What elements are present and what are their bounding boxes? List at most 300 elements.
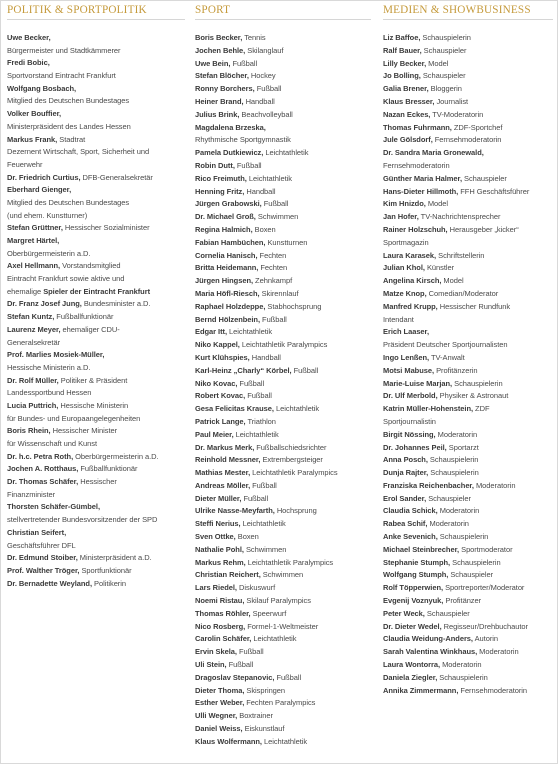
guest-name: Thomas Fuhrmann,	[383, 122, 452, 132]
guest-line	[383, 621, 555, 634]
guest-name: Claudia Weidung-Anders,	[383, 634, 473, 644]
guest-description: Regisseur/Drehbuchautor	[441, 621, 528, 631]
guest-line	[7, 476, 183, 489]
guest-line	[383, 45, 555, 58]
guest-line	[383, 365, 555, 378]
guest-description: Boxtrainer	[237, 711, 273, 721]
guest-description: Leichtathletik Paralympics	[250, 468, 338, 478]
guest-description: Physiker & Astronaut	[437, 391, 509, 401]
guest-line	[7, 32, 183, 45]
guest-line	[383, 70, 555, 83]
guest-description: Ministerpräsident des Landes Hessen	[7, 121, 131, 131]
guest-description: Schauspielerin	[428, 468, 479, 478]
guest-description: Leichtathletik	[227, 327, 273, 337]
guest-name: Uwe Bein,	[195, 58, 231, 68]
guest-line	[7, 451, 183, 464]
guest-name: Jochen Behle,	[195, 45, 246, 55]
guest-line	[383, 378, 555, 391]
guest-description: Eiskunstlauf	[242, 724, 285, 734]
guest-name: Noemi Ristau,	[195, 596, 245, 606]
guest-line	[7, 134, 183, 147]
guest-description: Schauspielerin	[452, 378, 503, 388]
guest-name: Edgar Itt,	[195, 327, 228, 337]
guest-name: Dr. Franz Josef Jung,	[7, 299, 82, 309]
guest-name: Maria Höfl-Riesch,	[195, 288, 260, 298]
guest-description: Fußball	[236, 647, 264, 657]
guest-name: Fabian Hambüchen,	[195, 237, 266, 247]
guest-name: Dr. Dieter Wedel,	[383, 621, 442, 631]
guest-line	[7, 108, 183, 121]
guest-description: Hessischer Rundfunk	[437, 301, 511, 311]
guest-name: Evgenij Voznyuk,	[383, 596, 444, 606]
guest-description: Leichtathletik	[233, 429, 279, 439]
guest-description: Fußball	[241, 493, 269, 503]
guest-name: Julian Khol,	[383, 263, 425, 273]
guest-line	[7, 514, 183, 527]
guest-description: Politikerin	[92, 578, 126, 588]
guest-name: Claudia Schick,	[383, 506, 438, 516]
guest-name: Carolin Schäfer,	[195, 634, 252, 644]
guest-line	[7, 45, 183, 58]
guest-list	[195, 32, 373, 749]
guest-name: Kurt Klühspies,	[195, 352, 250, 362]
guest-description: Moderatorin	[473, 480, 516, 490]
guest-name: Niko Kovac,	[195, 378, 238, 388]
guest-description: TV-Nachrichtensprecher	[418, 212, 501, 222]
guest-line	[383, 224, 555, 237]
guest-line	[195, 442, 373, 455]
guest-line	[195, 454, 373, 467]
guest-description: Leichtathletik	[261, 736, 308, 746]
guest-description: Oberbürgermeisterin a.D.	[73, 451, 159, 461]
guest-description: Model	[441, 276, 464, 286]
guest-line	[7, 438, 183, 451]
guest-line	[383, 352, 555, 365]
guest-description: Schauspieler	[424, 608, 470, 618]
guest-line	[383, 173, 555, 186]
guest-line	[195, 186, 373, 199]
guest-line	[195, 416, 373, 429]
guest-name: Erich Laaser,	[383, 327, 430, 337]
guest-line	[7, 70, 183, 83]
guest-name: Ingo Lenßen,	[383, 352, 430, 362]
guest-line	[383, 390, 555, 403]
guest-description: Hessischer	[78, 477, 117, 487]
guest-line	[383, 442, 555, 455]
guest-description: Fußball	[250, 480, 277, 490]
guest-description: Leichtathletik	[263, 148, 309, 158]
guest-description: Fußball	[274, 672, 302, 682]
guest-line	[383, 58, 555, 71]
guest-line	[7, 273, 183, 286]
guest-name: Fredi Bobic,	[7, 58, 50, 68]
guest-name: Ulrike Nasse-Meyfarth,	[195, 506, 275, 516]
guest-line	[195, 557, 373, 570]
guest-description: Hessische Ministerin a.D.	[7, 362, 91, 372]
guest-line	[195, 301, 373, 314]
guest-line	[195, 403, 373, 416]
guest-line	[195, 582, 373, 595]
guest-line	[195, 288, 373, 301]
guest-name: Nazan Eckes,	[383, 109, 431, 119]
guest-name: Michael Steinbrecher,	[383, 544, 460, 554]
guest-line	[383, 83, 555, 96]
guest-name: Anna Posch,	[383, 455, 428, 465]
guest-name: Dr. h.c. Petra Roth,	[7, 451, 74, 461]
guest-description: Bundesminister a.D.	[81, 299, 151, 309]
guest-name: Dr. Sandra Maria Gronewald,	[383, 148, 484, 158]
guest-line	[7, 552, 183, 565]
guest-line	[7, 324, 183, 337]
guest-description: Moderatorin	[440, 660, 482, 670]
guest-description: Boxen	[235, 532, 259, 542]
guest-description: Skispringen	[244, 685, 286, 695]
guest-description: Fußball	[260, 314, 287, 324]
guest-name: Kim Hnizdo,	[383, 199, 426, 209]
guest-name: Andreas Möller,	[195, 480, 251, 490]
guest-description: Stadtrat	[57, 134, 86, 144]
guest-description: Künstler	[424, 263, 455, 273]
guest-line	[195, 697, 373, 710]
guest-description: Boxen	[252, 224, 276, 234]
guest-name: Dr. Ulf Merbold,	[383, 391, 438, 401]
guest-line	[7, 489, 183, 502]
guest-line	[195, 531, 373, 544]
guest-line	[383, 685, 555, 698]
guest-description: Sportjournalistin	[383, 416, 436, 426]
guest-line	[383, 659, 555, 672]
guest-line	[195, 365, 373, 378]
guest-name: Thorsten Schäfer-Gümbel,	[7, 502, 100, 512]
guest-name: Sven Ottke,	[195, 532, 236, 542]
guest-description: FFH Geschäftsführer	[458, 186, 530, 196]
guest-line	[195, 493, 373, 506]
guest-line	[195, 723, 373, 736]
guest-name: Katrin Müller-Hohenstein,	[383, 404, 474, 414]
column-heading: POLITIK & SPORTPOLITIK	[7, 1, 185, 20]
guest-line	[7, 172, 183, 185]
guest-line	[383, 505, 555, 518]
guest-name: Dr. Friedrich Curtius,	[7, 172, 81, 182]
guest-line	[195, 352, 373, 365]
guest-name: Motsi Mabuse,	[383, 365, 435, 375]
guest-name: Dr. Rolf Müller,	[7, 375, 59, 385]
column-heading: MEDIEN & SHOWBUSINESS	[383, 1, 553, 20]
guest-description: Skilanglauf	[245, 45, 284, 55]
guest-name: Pamela Dutkiewicz,	[195, 148, 264, 158]
guest-line	[195, 685, 373, 698]
guest-name: Günther Maria Halmer,	[383, 173, 462, 183]
guest-name: Manfred Krupp,	[383, 301, 438, 311]
guest-line	[195, 326, 373, 339]
guest-line	[7, 565, 183, 578]
guest-description: Leichtathletik	[246, 173, 292, 183]
guest-name: Regina Halmich,	[195, 224, 253, 234]
guest-name: Jürgen Hingsen,	[195, 276, 254, 286]
guest-name: Thomas Röhler,	[195, 608, 251, 618]
guest-name: Rico Freimuth,	[195, 173, 247, 183]
guest-name: Karl-Heinz „Charly“ Körbel,	[195, 365, 292, 375]
guest-line	[383, 557, 555, 570]
guest-name: Raphael Holzdeppe,	[195, 301, 266, 311]
guest-name: Marie-Luise Marjan,	[383, 378, 453, 388]
guest-name: Anke Sevenich,	[383, 532, 438, 542]
guest-description: Kunstturnen	[265, 237, 308, 247]
guest-name: Uli Stein,	[195, 660, 227, 670]
guest-description: Mitglied des Deutschen Bundestages	[7, 197, 130, 207]
guest-line	[383, 531, 555, 544]
guest-name: Nico Rosberg,	[195, 621, 246, 631]
guest-name: Dragoslav Stepanovic,	[195, 672, 275, 682]
column-heading: SPORT	[195, 1, 371, 20]
guest-description: Schauspieler	[421, 45, 467, 55]
guest-name: Annika Zimmermann,	[383, 685, 459, 695]
guest-line	[7, 83, 183, 96]
guest-name: Markus Rehm,	[195, 557, 246, 567]
guest-name: Jan Hofer,	[383, 212, 419, 222]
guest-description: Schwimmen	[260, 570, 304, 580]
guest-name: Dieter Thoma,	[195, 685, 245, 695]
guest-name: Ervin Skela,	[195, 647, 237, 657]
guest-description: Skilauf Paralympics	[244, 596, 311, 606]
guest-line	[195, 109, 373, 122]
guest-name: Stefan Grüttner,	[7, 223, 63, 233]
guest-line	[195, 147, 373, 160]
guest-description: Beachvolleyball	[239, 109, 293, 119]
guest-line	[7, 121, 183, 134]
guest-description: Politiker & Präsident	[58, 375, 128, 385]
guest-description: Ministerpräsident a.D.	[77, 553, 152, 563]
guest-description: Rhythmische Sportgymnastik	[195, 135, 291, 145]
guest-line	[195, 621, 373, 634]
guest-description: Extrembergsteiger	[260, 455, 323, 465]
guest-line	[195, 672, 373, 685]
guest-line	[7, 463, 183, 476]
guest-name: Klaus Wolfermann,	[195, 736, 262, 746]
guest-line	[383, 160, 555, 173]
guest-description: Schauspieler	[426, 493, 471, 503]
guest-name: Julius Brink,	[195, 109, 240, 119]
guest-description: Moderatorin	[437, 506, 480, 516]
guest-line	[195, 646, 373, 659]
guest-line	[383, 569, 555, 582]
guest-name: Rainer Holzschuh,	[383, 224, 448, 234]
guest-name: Sarah Valentina Winkhaus,	[383, 647, 478, 657]
guest-description: ZDF	[473, 404, 490, 414]
guest-name: Prof. Walther Tröger,	[7, 565, 80, 575]
guest-description: DFB-Generalsekretär	[80, 172, 153, 182]
guest-line	[195, 45, 373, 58]
guest-name: Dr. Michael Groß,	[195, 212, 256, 222]
guest-description: Sportmoderator	[459, 544, 513, 554]
guest-description: stellvertretender Bundesvorsitzender der SPD	[7, 515, 158, 525]
guest-description: Journalist	[434, 96, 469, 106]
guest-description: Profitänzerin	[434, 365, 478, 375]
guest-line	[195, 275, 373, 288]
guest-name: Markus Frank,	[7, 134, 58, 144]
guest-name: Steffi Nerius,	[195, 519, 241, 529]
guest-description: Vorstandsmitglied	[60, 261, 121, 271]
guest-line	[195, 198, 373, 211]
guest-description: Fußball	[245, 391, 272, 401]
guest-line	[7, 260, 183, 273]
guest-description: Leichtathletik	[251, 634, 297, 644]
guest-description: ehemalige	[7, 286, 44, 296]
guest-line	[383, 288, 555, 301]
guest-description: Fechten	[258, 263, 288, 273]
guest-description: Oberbürgermeisterin a.D.	[7, 248, 91, 258]
guest-description: Schauspielerin	[437, 532, 489, 542]
guest-line	[195, 518, 373, 531]
guest-name: Ronny Borchers,	[195, 84, 255, 94]
guest-line	[195, 544, 373, 557]
guest-name: Laura Wontorra,	[383, 660, 441, 670]
guest-name: Boris Rhein,	[7, 426, 51, 436]
guest-line	[7, 184, 183, 197]
guest-description: Zehnkampf	[253, 276, 293, 286]
guest-description: Finanzminister	[7, 489, 56, 499]
guest-description: Leichtathletik Paralympics	[239, 340, 328, 350]
guest-line	[195, 390, 373, 403]
guest-name: Peter Weck,	[383, 608, 425, 618]
guest-description: Tennis	[242, 33, 266, 42]
guest-line	[383, 633, 555, 646]
guest-name: Galia Brener,	[383, 84, 429, 94]
guest-description: Handball	[243, 96, 275, 106]
guest-description: Moderatorin	[435, 429, 478, 439]
guest-line	[195, 32, 373, 45]
guest-line	[383, 608, 555, 621]
guest-name: Jule Gölsdorf,	[383, 135, 433, 145]
guest-name: Cornelia Hanisch,	[195, 250, 258, 260]
guest-line	[195, 595, 373, 608]
guest-description: Fußball	[261, 199, 289, 209]
guest-name: Daniela Ziegler,	[383, 672, 438, 682]
guest-description: (und ehem. Kunstturner)	[7, 210, 88, 220]
guest-description: Bloggerin	[428, 84, 462, 94]
guest-line	[195, 736, 373, 749]
guest-description: Fernsehmoderatorin	[458, 685, 528, 695]
guest-name: Wolfgang Bosbach,	[7, 83, 77, 93]
guest-line	[7, 298, 183, 311]
guest-name: Ulli Wegner,	[195, 711, 238, 721]
guest-name: Robin Dutt,	[195, 160, 235, 170]
guest-description: Fußball	[226, 660, 254, 670]
guest-line	[383, 250, 555, 263]
guest-name: Spieler der Eintracht Frankfurt	[43, 286, 151, 296]
guest-line	[383, 109, 555, 122]
guest-description: Skirennlauf	[259, 288, 299, 298]
guest-line	[383, 454, 555, 467]
guest-line	[195, 467, 373, 480]
guest-description: Dezernent Wirtschaft, Sport, Sicherheit und	[7, 147, 150, 157]
column-sport	[195, 1, 373, 749]
guest-line	[383, 237, 555, 250]
guest-line	[195, 608, 373, 621]
guest-description: Leichtathletik	[240, 519, 286, 529]
guest-description: Fußballfunktionär	[54, 312, 114, 322]
guest-line	[383, 314, 555, 327]
guest-line	[383, 403, 555, 416]
guest-line	[195, 569, 373, 582]
guest-name: Christian Seifert,	[7, 527, 67, 537]
guest-description: Hessische Ministerin	[58, 400, 129, 410]
guest-line	[7, 95, 183, 108]
guest-name: Matze Knop,	[383, 288, 427, 298]
guest-description: Eintracht Frankfurt sowie aktive und	[7, 274, 125, 284]
guest-name: Franziska Reichenbacher,	[383, 480, 474, 490]
guest-name: Niko Kappel,	[195, 340, 240, 350]
guest-description: Fernsehmoderatorin	[383, 160, 450, 170]
guest-line	[195, 160, 373, 173]
guest-name: Uwe Becker,	[7, 33, 51, 42]
guest-description: Speerwurf	[250, 608, 287, 618]
guest-description: Fechten Paralympics	[244, 698, 316, 708]
guest-description: Hessischer Minister	[50, 426, 118, 436]
guest-name: Klaus Bresser,	[383, 96, 435, 106]
guest-list	[383, 32, 555, 697]
guest-description: Schauspielerin	[427, 455, 479, 465]
guest-description: Triathlon	[245, 416, 276, 426]
guest-line	[383, 96, 555, 109]
guest-name: Eberhard Gienger,	[7, 185, 72, 195]
guest-description: Geschäftsführer DFL	[7, 540, 76, 550]
guest-description: Hessischer Sozialminister	[62, 223, 150, 233]
guest-line	[195, 250, 373, 263]
guest-line	[383, 339, 555, 352]
guest-line	[383, 275, 555, 288]
guest-description: TV-Moderatorin	[430, 109, 484, 119]
guest-name: Lilly Becker,	[383, 58, 427, 68]
guest-line	[7, 527, 183, 540]
guest-line	[7, 235, 183, 248]
guest-name: Prof. Marlies Mosiek-Müller,	[7, 350, 105, 360]
guest-line	[383, 326, 555, 339]
guest-line	[195, 659, 373, 672]
guest-name: Dieter Müller,	[195, 493, 242, 503]
guest-line	[7, 286, 183, 299]
guest-description: Fußballschiedsrichter	[254, 442, 327, 452]
guest-name: Dunja Rajter,	[383, 468, 429, 478]
guest-description: Fußball	[237, 378, 265, 388]
guest-line	[383, 211, 555, 224]
guest-line	[7, 197, 183, 210]
guest-name: Stephanie Stumph,	[383, 557, 451, 567]
guest-name: Heiner Brand,	[195, 96, 244, 106]
guest-description: Moderatorin	[427, 519, 469, 529]
guest-description: Moderatorin	[477, 647, 519, 657]
guest-description: Schriftstellerin	[436, 250, 485, 260]
guest-name: Gesa Felicitas Krause,	[195, 404, 274, 414]
guest-description: Hockey	[248, 71, 276, 81]
guest-line	[195, 314, 373, 327]
guest-name: Esther Weber,	[195, 698, 245, 708]
guest-line	[7, 540, 183, 553]
column-politik	[7, 1, 183, 590]
guest-description: Autorin	[472, 634, 499, 644]
guest-line	[195, 122, 373, 135]
guest-name: Paul Meier,	[195, 429, 234, 439]
guest-name: Jochen A. Rotthaus,	[7, 464, 79, 474]
guest-description: Fußball	[291, 365, 319, 375]
guest-description: Handball	[249, 352, 281, 362]
guest-description: Schauspielerin	[420, 33, 471, 42]
guest-line	[7, 222, 183, 235]
guest-line	[195, 211, 373, 224]
guest-name: Stefan Blöcher,	[195, 71, 249, 81]
guest-description: Bürgermeister und Stadtkämmerer	[7, 45, 121, 55]
guest-line	[195, 224, 373, 237]
